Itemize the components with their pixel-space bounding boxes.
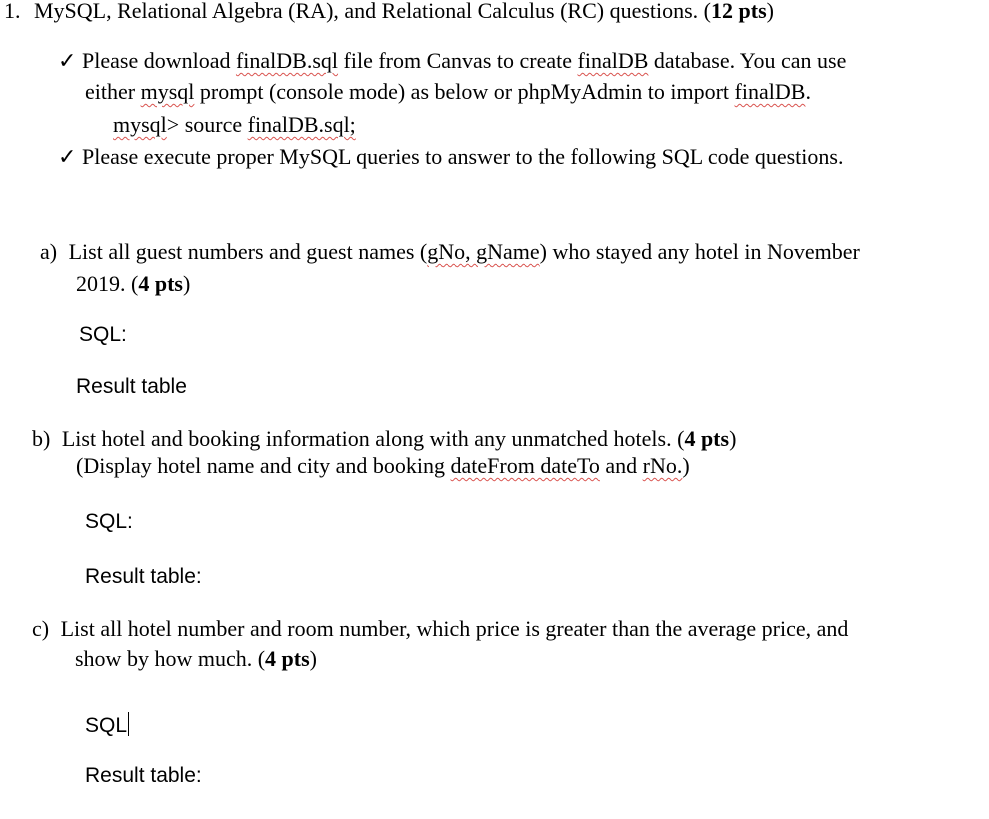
question-text: ) <box>682 453 690 478</box>
question-b-sql-label: SQL: <box>85 510 133 533</box>
question-a-line2 <box>76 271 190 297</box>
question-a-result-label: Result table <box>76 375 187 398</box>
question-a-sql-label: SQL: <box>79 323 127 346</box>
question-text: ) <box>729 426 737 451</box>
question-text: and <box>599 453 643 478</box>
heading-text: MySQL, Relational Algebra (RA), and Relational Calculus (RC) questions. ( <box>34 0 712 23</box>
command-text: > source <box>166 112 248 137</box>
question-points: 4 pts <box>684 426 730 451</box>
question-b-result-label: Result table: <box>85 565 202 588</box>
question-text: List hotel and booking information along with any unmatched hotels. ( <box>61 426 685 451</box>
filename-link: finalDB.sql <box>235 48 339 73</box>
question-label: a) <box>40 239 58 264</box>
question-field-rno: rNo. <box>642 453 683 478</box>
question-fields: gNo, gName <box>427 239 540 264</box>
checkmark-icon: ✓ <box>58 48 77 73</box>
question-text: ) <box>309 646 317 671</box>
bullet-text: Please execute proper MySQL queries to answer to the following SQL code questions. <box>82 144 844 169</box>
heading-number: 1. <box>4 0 21 23</box>
question-text: ) <box>182 271 191 296</box>
database-name: finalDB <box>734 79 806 104</box>
bullet-text: file from Canvas to create <box>338 48 578 73</box>
bullet-text: Please download <box>82 48 236 73</box>
question-text: List all hotel number and room number, which price is greater than the average price, and <box>60 616 849 641</box>
mysql-word: mysql <box>140 79 195 104</box>
question-a-line1 <box>40 239 860 265</box>
question-text: List all guest numbers and guest names ( <box>68 239 428 264</box>
question-text: show by how much. ( <box>75 646 266 671</box>
question-text: ) who stayed any hotel in November <box>539 239 860 264</box>
question-label: c) <box>32 616 50 641</box>
question-label: b) <box>32 426 51 451</box>
question-c-sql-label[interactable] <box>85 712 129 739</box>
question-fields: dateFrom dateTo <box>450 453 600 478</box>
database-name: finalDB <box>577 48 649 73</box>
question-points: 4 pts <box>265 646 310 671</box>
question-text: 2019. ( <box>76 271 139 296</box>
bullet-text: prompt (console mode) as below or phpMyAdmin to import <box>194 79 735 104</box>
question-b-line2 <box>76 453 690 479</box>
sql-label-text: SQL <box>85 714 128 737</box>
bullet-execute <box>58 144 843 170</box>
bullet-text: either <box>85 79 141 104</box>
checkmark-icon: ✓ <box>58 144 77 169</box>
mysql-command-line <box>113 112 356 138</box>
bullet-download-line1 <box>58 48 846 74</box>
page-heading <box>4 0 774 24</box>
command-file: finalDB.sql; <box>247 112 356 137</box>
question-points: 4 pts <box>138 271 183 296</box>
question-c-line1 <box>32 616 848 642</box>
bullet-text: database. You can use <box>648 48 847 73</box>
bullet-download-line2 <box>85 79 811 105</box>
heading-points: 12 pts <box>711 0 767 23</box>
bullet-text: . <box>805 79 811 104</box>
question-c-line2 <box>75 646 317 672</box>
question-b-line1 <box>32 426 736 452</box>
mysql-prompt: mysql <box>113 112 167 137</box>
heading-close: ) <box>766 0 774 23</box>
question-c-result-label: Result table: <box>85 764 202 787</box>
text-cursor <box>128 712 129 736</box>
question-text: (Display hotel name and city and booking <box>76 453 451 478</box>
